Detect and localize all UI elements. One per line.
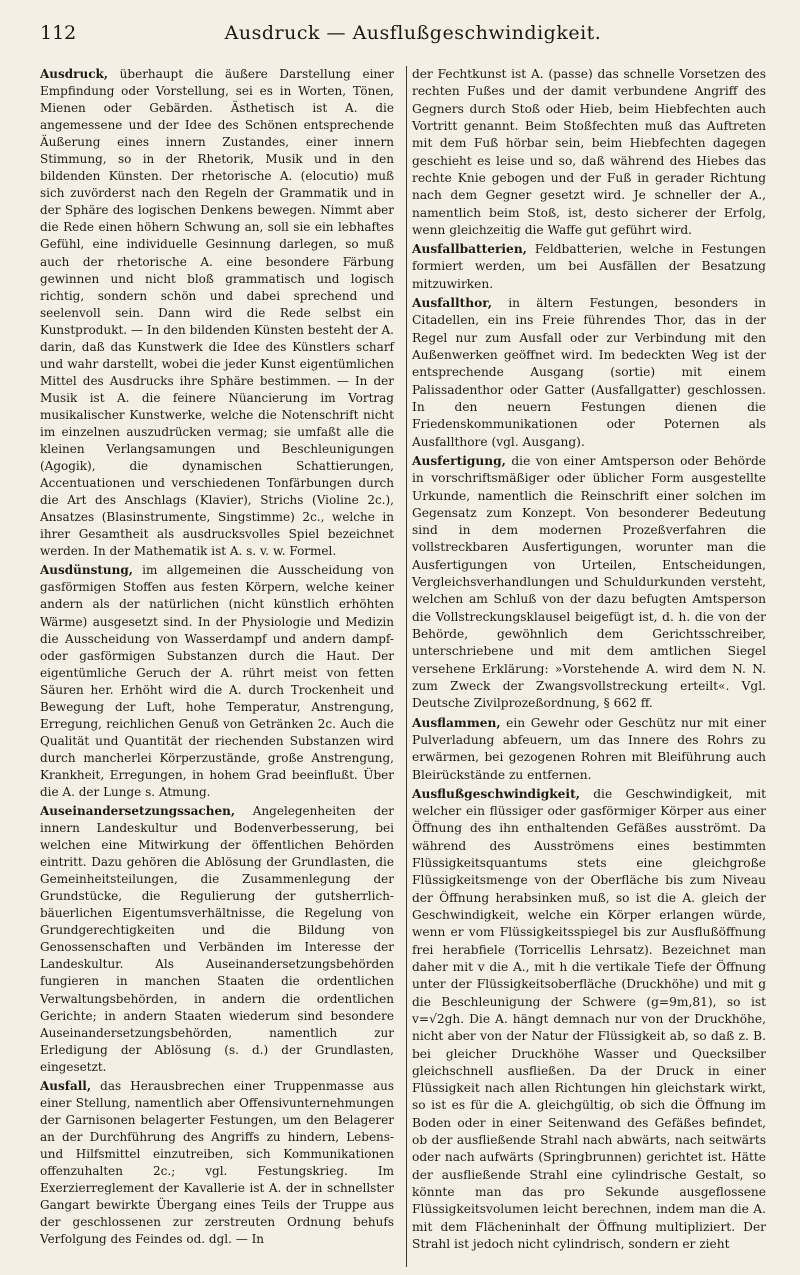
- right-column: [403, 66, 766, 1269]
- entry-text: ein Gewehr oder Geschütz nur mit einer Pulverladung abfeuern, um das Innere des Rohrs zu erwärmen, bei gezogenen Rohren mit Bleiführung auch Bleirückstände zu entfernen.: [412, 715, 766, 782]
- running-title: Ausdruck — Ausflußgeschwindigkeit.: [224, 22, 602, 44]
- running-head: [40, 22, 766, 58]
- entry-ausfallthor: [412, 295, 766, 451]
- entry-ausfertigung: [412, 453, 766, 713]
- entry-headword: Ausflammen,: [412, 715, 501, 730]
- entry-auseinandersetzungssachen: [40, 803, 394, 1076]
- entry-text: überhaupt die äußere Darstellung einer Empfindung oder Vorstellung, sei es in Worten, Tönen, Mienen oder Gebärden. Ästhetisch ist A. die angemessene und der Idee des Schönen entsprechende Äußerung eines innern Zustandes, einer innern Stimmung, so in der Rhetorik, Musik und in den bildenden Künsten. Der rhetorische A. (elocutio) muß sich zuvörderst nach den Regeln der Grammatik und in der Sphäre des logischen Denkens bewegen. Nimmt aber die Rede einen höhern Schwung an, soll sie ein lebhaftes Gefühl, eine individuelle Gesinnung darlegen, so muß auch der rhetorische A. eine besondere Färbung gewinnen und nicht bloß grammatisch und logisch richtig, sondern schön und dabei sprechend und seelenvoll sein. Dann wird die Rede selbst ein Kunstprodukt. — In den bildenden Künsten besteht der A. darin, daß das Kunstwerk die Idee des Künstlers scharf und wahr darstellt, wobei die jeder Kunst eigentümlichen Mittel des Ausdrucks ihre Sphäre bestimmen. — In der Musik ist A. die feinere Nüancierung im Vortrag musikalischer Kunstwerke, welche die Notenschrift nicht im einzelnen auszudrücken vermag; sie umfaßt alle die kleinen Verlangsamungen und Beschleunigungen (Agogik), die dynamischen Schattierungen, Accentuationen und verschiedenen Tonfärbungen durch die Art des Anschlags (Klavier), Strichs (Violine 2c.), Ansatzes (Blasinstrumente, Singstimme) 2c., welche in ihrer Gesamtheit als ausdrucksvolles Spiel bezeichnet werden. In der Mathematik ist A. s. v. w. Formel.: [40, 67, 394, 559]
- entry-ausfallbatterien: [412, 241, 766, 293]
- left-column: [40, 66, 403, 1269]
- page-number: 112: [40, 22, 77, 44]
- entry-ausflussgeschwindigkeit: [412, 786, 766, 1253]
- entry-headword: Ausfall,: [40, 1078, 92, 1093]
- entry-text: das Herausbrechen einer Truppenmasse aus einer Stellung, namentlich aber Offensivunternehmungen der Garnisonen belagerter Festungen, um den Belagerer an der Durchführung des Angriffs zu hindern, Lebens- und Hilfsmittel einzutreiben, sich Kommunikationen offenzuhalten 2c.; vgl. Festungskrieg. Im Exerzierreglement der Kavallerie ist A. der in schnellster Gangart bewirkte Übergang eines Teils der Truppe aus der geschlossenen zur zerstreuten Ordnung behufs Verfolgung des Feindes od. dgl. — In: [40, 1078, 394, 1247]
- text-columns: [40, 66, 766, 1269]
- entry-ausdruck: [40, 66, 394, 560]
- entry-headword: Ausdruck,: [40, 67, 109, 81]
- entry-ausflammen: [412, 715, 766, 784]
- entry-headword: Ausdünstung,: [40, 563, 133, 578]
- entry-text: der Fechtkunst ist A. (passe) das schnelle Vorsetzen des rechten Fußes und der damit verbundene Angriff des Gegners durch Stoß oder Hieb, beim Hiebfechten auch Vortritt genannt. Beim Stoßfechten muß das Auftreten mit dem Fuß hörbar sein, beim Hiebfechten dagegen geschieht es leise und so, daß während des Hiebes das rechte Knie gebogen und der Fuß in gerader Richtung nach dem Gegner gesetzt wird. Je schneller der A., namentlich beim Stoß, ist, desto sicherer der Erfolg, wenn gleichzeitig die Waffe gut geführt wird.: [412, 67, 766, 237]
- entry-text: in ältern Festungen, besonders in Citadellen, ein ins Freie führendes Thor, das in der Regel nur zum Ausfall oder zur Verbindung mit den Außenwerken geöffnet wird. Im bedeckten Weg ist der entsprechende Ausgang (sortie) mit einem Palissadenthor oder Gatter (Ausfallgatter) geschlossen. In den neuern Festungen dienen die Friedenskommunikationen oder Poternen als Ausfallthore (vgl. Ausgang).: [412, 296, 766, 449]
- entry-headword: Ausfallbatterien,: [412, 242, 527, 257]
- entry-text: Angelegenheiten der innern Landeskultur und Bodenverbesserung, bei welchen eine Mitwirkung der öffentlichen Behörden eintritt. Dazu gehören die Ablösung der Grundlasten, die Gemeinheitsteilungen, die Zusammenlegung der Grundstücke, die Regulierung der gutsherrlich-bäuerlichen Eigentumsverhältnisse, die Regelung von Grundgerechtigkeiten und die Bildung von Genossenschaften und Verbänden im Interesse der Landeskultur. Als Auseinandersetzungsbehörden fungieren in manchen Staaten die ordentlichen Verwaltungsbehörden, in andern die ordentlichen Gerichte; in andern Staaten wiederum sind besondere Auseinandersetzungsbehörden, namentlich zur Erledigung der Ablösung (s. d.) der Grundlasten, eingesetzt.: [40, 804, 394, 1074]
- entry-continuation: [412, 66, 766, 239]
- entry-headword: Ausfallthor,: [412, 296, 492, 311]
- entry-text: die von einer Amtsperson oder Behörde in vorschriftsmäßiger oder üblicher Form ausgestellte Urkunde, namentlich die Reinschrift einer solchen im Gegensatz zum Konzept. Von besonderer Bedeutung sind in dem modernen Prozeßverfahren die vollstreckbaren Ausfertigungen, worunter man die Ausfertigungen von Urteilen, Entscheidungen, Vergleichsverhandlungen und Schuldurkunden versteht, welchen am Schluß von der dazu befugten Amtsperson die Vollstreckungsklausel beigefügt ist, d. h. die von der Behörde, gewöhnlich dem Gerichtsschreiber, unterschriebene und mit dem amtlichen Siegel versehene Erklärung: »Vorstehende A. wird dem N. N. zum Zweck der Zwangsvollstreckung erteilt«. Vgl. Deutsche Zivilprozeßordnung, § 662 ff.: [412, 453, 766, 711]
- entry-ausfall: [40, 1078, 394, 1248]
- entry-headword: Ausfertigung,: [412, 453, 506, 468]
- entry-ausduenstung: [40, 562, 394, 801]
- column-divider: [406, 66, 407, 1267]
- entry-text: im allgemeinen die Ausscheidung von gasförmigen Stoffen aus festen Körpern, welche keiner andern als der natürlichen (nicht künstlich erhöhten Wärme) ausgesetzt sind. In der Physiologie und Medizin die Ausscheidung von Wasserdampf und andern dampf- oder gasförmigen Substanzen durch die Haut. Der eigentümliche Geruch der A. rührt meist von fetten Säuren her. Erhöht wird die A. durch Trockenheit und Bewegung der Luft, hohe Temperatur, Anstrengung, Erregung, reichlichen Genuß von Getränken 2c. Auch die Qualität und Quantität der riechenden Substanzen wird durch mancherlei Körperzustände, große Anstrengung, Krankheit, Erregungen, in hohem Grad beeinflußt. Über die A. der Lunge s. Atmung.: [40, 563, 394, 799]
- entry-headword: Ausflußgeschwindigkeit,: [412, 786, 580, 801]
- entry-headword: Auseinandersetzungssachen,: [40, 804, 235, 819]
- entry-text: die Geschwindigkeit, mit welcher ein flüssiger oder gasförmiger Körper aus einer Öffnung des ihn enthaltenden Gefäßes ausströmt. Da während des Ausströmens eines bestimmten Flüssigkeitsquantums stets eine gleichgroße Flüssigkeitsmenge von der Oberfläche bis zum Niveau der Öffnung herabsinken muß, so ist die A. gleich der Geschwindigkeit, welche ein Körper erlangen würde, wenn er vom Flüssigkeitsspiegel bis zur Ausflußöffnung frei herabfiele (Torricellis Lehrsatz). Bezeichnet man daher mit v die A., mit h die vertikale Tiefe der Öffnung unter der Flüssigkeitsoberfläche (Druckhöhe) und mit g die Beschleunigung der Schwere (g=9m,81), so ist v=√2gh. Die A. hängt demnach nur von der Druckhöhe, nicht aber von der Natur der Flüssigkeit ab, so daß z. B. bei gleicher Druckhöhe Wasser und Quecksilber gleichschnell ausfließen. Da der Druck in einer Flüssigkeit nach allen Richtungen hin gleichstark wirkt, so ist es für die A. gleichgültig, ob sich die Öffnung im Boden oder in einer Seitenwand des Gefäßes befindet, ob der ausfließende Strahl nach abwärts, nach seitwärts oder nach aufwärts (Springbrunnen) gerichtet ist. Hätte der ausfließende Strahl eine cylindrische Gestalt, so könnte man das pro Sekunde ausgeflossene Flüssigkeitsvolumen leicht berechnen, indem man die A. mit dem Flächeninhalt der Öffnung multipliziert. Der Strahl ist jedoch nicht cylindrisch, sondern er zieht: [412, 786, 766, 1251]
- entry-text: Feldbatterien, welche in Festungen formiert werden, um bei Ausfällen der Besatzung mitzuwirken.: [412, 242, 766, 291]
